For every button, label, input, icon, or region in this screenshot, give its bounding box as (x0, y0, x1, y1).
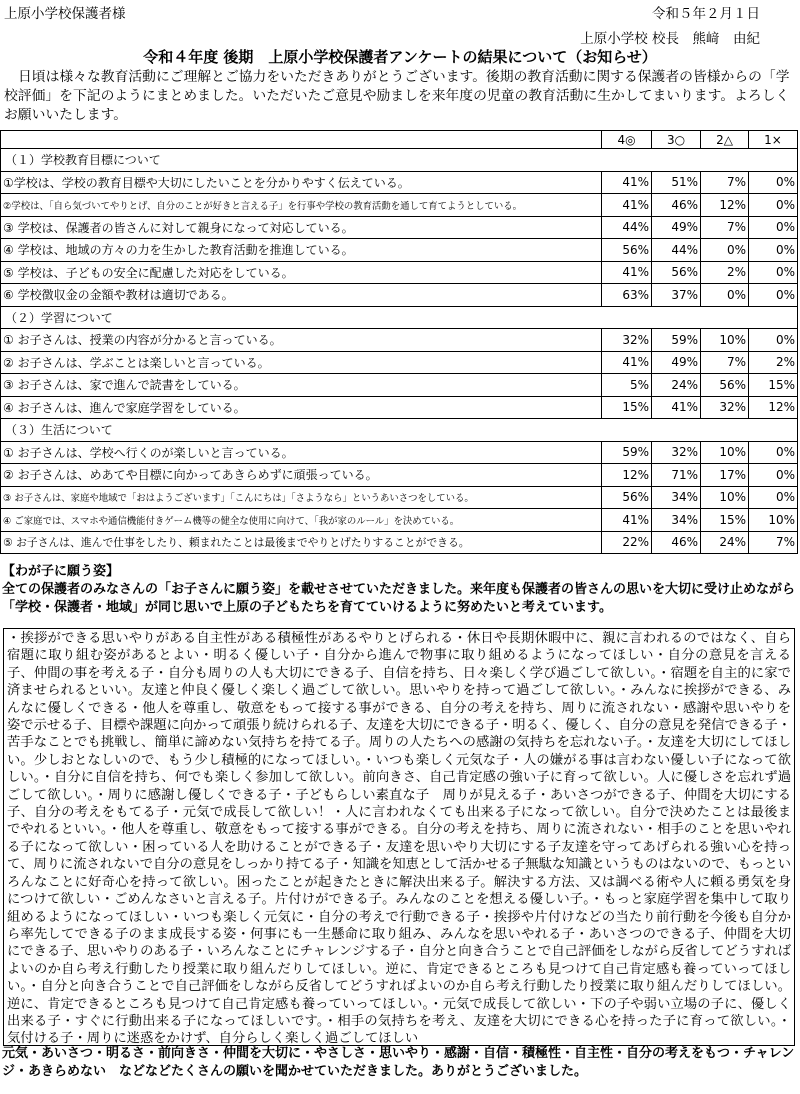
table-row (1, 396, 798, 419)
percent-cell: 41% (602, 509, 652, 532)
percent-cell: 34% (652, 509, 701, 532)
percent-cell: 32% (701, 396, 749, 419)
column-header: 2△ (701, 131, 749, 149)
table-row (1, 171, 798, 194)
percent-cell: 32% (602, 329, 652, 352)
percent-cell: 5% (602, 374, 652, 397)
sender: 上原小学校 校長 熊﨑 由紀 (580, 31, 760, 47)
question-cell: ⑥ 学校徴収金の金額や教材は適切である。 (1, 284, 602, 307)
percent-cell: 71% (652, 464, 701, 487)
percent-cell: 10% (749, 509, 798, 532)
section-row (1, 419, 798, 442)
column-header: 4◎ (602, 131, 652, 149)
section-title: （１）学校教育目標について (1, 149, 798, 172)
percent-cell: 0% (749, 486, 798, 509)
section-title: （３）生活について (1, 419, 798, 442)
section-row (1, 149, 798, 172)
question-cell: ④ 学校は、地域の方々の力を生かした教育活動を推進している。 (1, 239, 602, 262)
question-cell: ⑤ 学校は、子どもの安全に配慮した対応をしている。 (1, 261, 602, 284)
percent-cell: 2% (749, 351, 798, 374)
question-cell: ② お子さんは、学ぶことは楽しいと言っている。 (1, 351, 602, 374)
wish-lead-text: 全ての保護者のみなさんの「お子さんに願う姿」を載せさせていただきました。来年度も保護者の皆さんの思いを大切に受け止めながら「学校・保護者・地域」が同じ思いで上原の子どもたちを育てていけるように努めたいと考えています。 (2, 582, 796, 615)
percent-cell: 15% (749, 374, 798, 397)
percent-cell: 15% (602, 396, 652, 419)
percent-cell: 12% (602, 464, 652, 487)
percent-cell: 56% (652, 261, 701, 284)
letter-header (0, 0, 800, 74)
percent-cell: 41% (602, 351, 652, 374)
percent-cell: 12% (749, 396, 798, 419)
table-row (1, 374, 798, 397)
table-row (1, 531, 798, 554)
percent-cell: 41% (652, 396, 701, 419)
percent-cell: 0% (749, 284, 798, 307)
percent-cell: 10% (701, 441, 749, 464)
percent-cell: 59% (602, 441, 652, 464)
percent-cell: 46% (652, 194, 701, 217)
table-row (1, 261, 798, 284)
table-row (1, 509, 798, 532)
question-cell: ④ ご家庭では、スマホや通信機能付きゲーム機等の健全な使用に向けて、「我が家のルール」を決めている。 (1, 509, 602, 532)
percent-cell: 51% (652, 171, 701, 194)
percent-cell: 12% (701, 194, 749, 217)
question-cell: ①学校は、学校の教育目標や大切にしたいことを分かりやすく伝えている。 (1, 171, 602, 194)
percent-cell: 46% (652, 531, 701, 554)
column-header: 1× (749, 131, 798, 149)
parent-comments: ・挨拶ができる思いやりがある自主性がある積極性があるやりとげられる・休日や長期休暇中に、親に言われるのではなく、自ら宿題に取り組む姿があるとよい・明るく優しい子・自分から進んで物事に取り組めるようになってほしい・自分の意見を言える子、仲間の事を考える子・自分も周りの人も大切にできる子、自信を持ち、日々楽しく学び過ごして欲しい。・宿題を自主的に家で済ませられるといい。友達と仲良く優しく楽しく過ごして欲しい。思いやりを持って過ごして欲しい。・みんなに挨拶ができる、みんなに優しくできる・他人を尊重し、敬意をもって接する事ができる、自分の考えを持ち、周りに流されない・感謝や思いやりを姿で示せる子、目標や課題に向かって頑張り続けられる子、友達を大切にできる子・明るく、優しく、自分の意見を発信できる子・苦手なことでも挑戦し、簡単に諦めない気持ちを持てる子。周りの人たちへの感謝の気持ちを忘れない子。・友達を大切にしてほしい。少しおとなしいので、もう少し積極的になってほしい。・いつも楽しく元気な子・人の嫌がる事は言わない優しい子になって欲しい。・自分に自信を持ち、何でも楽しく参加して欲しい。前向きさ、自己肯定感の強い子に育って欲しい。人に優しさを忘れず過ごして欲しい。・周りに感謝し優しくできる子・子どもらしい素直な子 周りが見える子・あいさつができる子、仲間を大切にする子、自分の考えをもてる子・元気で成長して欲しい！・人に言われなくても出来る子になって欲しい。自分で決めたことは最後までやれるといい。・他人を尊重し、敬意をもって接する事ができる。自分の考えを持ち、周りに流されない・相手のことを思いやれる子になって欲しい・困っている人を助けることができる子・友達を思いやり大切にする子友達を守ってあげられる強い心を持って、周りに流されないで自分の意見をしっかり持てる子・知識を知恵として活かせる子無駄な知識というものはないので、もっといろんなことに好奇心を持って欲しい。困ったことが起きたときに解決出来る子。解決する方法、又は調べる術や人に頼る勇気を身につけて欲しい・ごめんなさいと言える子。片付けができる子。みんなのことを想える優しい子。・もっと家庭学習を集中して取り組めるようになってほしい・いつも楽しく元気に・自分の考えで行動できる子・挨拶や片付けなどの当たり前行動を今後も自分から率先してできる子のまま成長する姿・何事にも一生懸命に取り組み、みんなを思いやれる子・あいさつのできる子、仲間を大切にできる子、思いやりのある子・いろんなことにチャレンジする子・自分と向き合うことで自己評価をしながら反省してどうすればよいのか自ら考え行動したり授業に取り組んだりしてほしい。逆に、肯定できるところも見つけて自己肯定感も養っていってほしい。・自分と向き合うことで自己評価をしながら反省してどうすればよいのか自ら考え行動したり授業に取り組んだりしてほしい。逆に、肯定できるところも見つけて自己肯定感も養っていってほしい。・元気で成長して欲しい・下の子や弱い立場の子に、優しく出来る子・すぐに行動出来る子になってほしいです。・相手の気持ちを考え、友達を大切にできる心を持った子に育って欲しい。・気付ける子・周りに迷惑をかけず、自分らしく楽しく過ごしてほしい (7, 631, 791, 1046)
percent-cell: 10% (701, 329, 749, 352)
percent-cell: 56% (602, 239, 652, 262)
percent-cell: 0% (749, 194, 798, 217)
percent-cell: 37% (652, 284, 701, 307)
table-row (1, 441, 798, 464)
table-row (1, 216, 798, 239)
column-header: 3○ (652, 131, 701, 149)
table-row (1, 351, 798, 374)
question-cell: ① お子さんは、授業の内容が分かると言っている。 (1, 329, 602, 352)
percent-cell: 44% (602, 216, 652, 239)
question-cell: ②学校は、「自ら気づいてやりとげ、自分のことが好きと言える子」を行事や学校の教育活動を通して育てようとしている。 (1, 194, 602, 217)
addressee: 上原小学校保護者様 (4, 6, 126, 22)
percent-cell: 63% (602, 284, 652, 307)
percent-cell: 0% (701, 239, 749, 262)
wish-section (2, 563, 798, 617)
header-blank-cell (1, 131, 602, 149)
percent-cell: 15% (701, 509, 749, 532)
percent-cell: 49% (652, 351, 701, 374)
percent-cell: 7% (701, 171, 749, 194)
percent-cell: 41% (602, 261, 652, 284)
question-cell: ⑤ お子さんは、進んで仕事をしたり、頼まれたことは最後までやりとげたりすることができる。 (1, 531, 602, 554)
document-title: 令和４年度 後期 上原小学校保護者アンケートの結果について（お知らせ） (143, 48, 657, 66)
table-row (1, 486, 798, 509)
percent-cell: 44% (652, 239, 701, 262)
percent-cell: 49% (652, 216, 701, 239)
question-cell: ③ お子さんは、家で進んで読書をしている。 (1, 374, 602, 397)
percent-cell: 7% (701, 216, 749, 239)
percent-cell: 34% (652, 486, 701, 509)
percent-cell: 2% (701, 261, 749, 284)
comments-box (3, 628, 795, 1046)
question-cell: ① お子さんは、学校へ行くのが楽しいと言っている。 (1, 441, 602, 464)
percent-cell: 10% (701, 486, 749, 509)
percent-cell: 41% (602, 194, 652, 217)
percent-cell: 24% (652, 374, 701, 397)
percent-cell: 0% (749, 464, 798, 487)
table-row (1, 464, 798, 487)
percent-cell: 7% (701, 351, 749, 374)
section-row (1, 306, 798, 329)
percent-cell: 32% (652, 441, 701, 464)
percent-cell: 0% (749, 261, 798, 284)
wish-heading: 【わが子に願う姿】 (2, 564, 120, 579)
question-cell: ③ お子さんは、家庭や地域で「おはようございます」「こんにちは」「さようなら」というあいさつをしている。 (1, 486, 602, 509)
question-cell: ③ 学校は、保護者の皆さんに対して親身になって対応している。 (1, 216, 602, 239)
percent-cell: 0% (749, 329, 798, 352)
percent-cell: 0% (749, 171, 798, 194)
percent-cell: 0% (749, 441, 798, 464)
percent-cell: 17% (701, 464, 749, 487)
percent-cell: 59% (652, 329, 701, 352)
percent-cell: 0% (701, 284, 749, 307)
percent-cell: 24% (701, 531, 749, 554)
table-row (1, 239, 798, 262)
table-row (1, 194, 798, 217)
question-cell: ④ お子さんは、進んで家庭学習をしている。 (1, 396, 602, 419)
closing-summary: 元気・あいさつ・明るさ・前向きさ・仲間を大切に・やさしさ・思いやり・感謝・自信・積極性・自主性・自分の考えをもつ・チャレンジ・あきらめない などなどたくさんの願いを聞かせていただきました。ありがとうございました。 (2, 1046, 795, 1079)
survey-table (0, 130, 798, 554)
percent-cell: 7% (749, 531, 798, 554)
percent-cell: 56% (602, 486, 652, 509)
percent-cell: 0% (749, 239, 798, 262)
table-row (1, 284, 798, 307)
percent-cell: 0% (749, 216, 798, 239)
intro-paragraph: 日頃は様々な教育活動にご理解とご協力をいただきありがとうございます。後期の教育活動に関する保護者の皆様からの「学校評価」を下記のようにまとめました。いただいたご意見や励ましを来年度の児童の教育活動に生かしてまいります。よろしくお願いいたします。 (4, 69, 790, 123)
percent-cell: 22% (602, 531, 652, 554)
percent-cell: 41% (602, 171, 652, 194)
date: 令和５年２月１日 (652, 6, 760, 22)
table-header-row (1, 131, 798, 149)
percent-cell: 56% (701, 374, 749, 397)
table-row (1, 329, 798, 352)
question-cell: ② お子さんは、めあてや目標に向かってあきらめずに頑張っている。 (1, 464, 602, 487)
section-title: （２）学習について (1, 306, 798, 329)
